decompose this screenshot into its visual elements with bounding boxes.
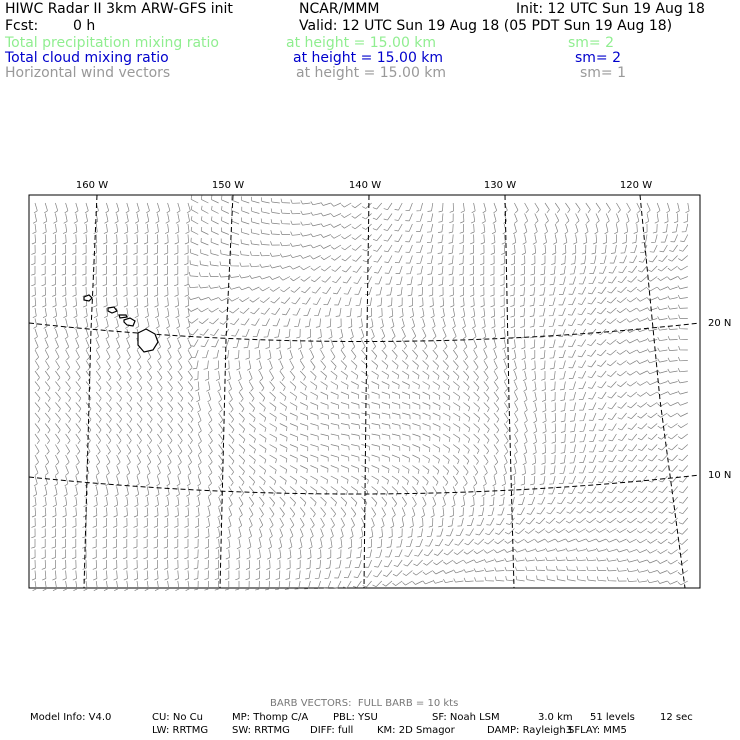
island-kauai: [84, 295, 92, 301]
island-maui: [124, 318, 135, 326]
center-label: NCAR/MMM: [299, 1, 380, 17]
eddy-coefficient: KM: 2D Smagor: [377, 725, 455, 736]
field-precip-height: at height = 15.00 km: [286, 35, 437, 51]
wind-barbs: [31, 195, 689, 590]
lat-label-10n: 10 N: [708, 470, 732, 481]
vertical-levels: 51 levels: [590, 712, 635, 723]
field-cloud-smooth: sm= 2: [575, 50, 622, 66]
diffusion-option: DIFF: full: [310, 725, 354, 736]
microphysics-scheme: MP: Thomp C/A: [232, 712, 309, 723]
grid-resolution: 3.0 km: [538, 712, 573, 723]
island-hawaii: [138, 329, 158, 352]
map-frame: [29, 195, 700, 588]
wind-barb-field: [31, 195, 689, 590]
model-info: Model Info: V4.0: [30, 712, 112, 723]
field-precip-smooth: sm= 2: [568, 35, 615, 51]
field-wind-height: at height = 15.00 km: [296, 65, 447, 81]
pbl-scheme: PBL: YSU: [333, 712, 378, 723]
init-time: Init: 12 UTC Sun 19 Aug 18: [516, 1, 705, 17]
lon-label-130w: 130 W: [483, 180, 517, 191]
cumulus-scheme: CU: No Cu: [152, 712, 203, 723]
forecast-hour: 0 h: [73, 18, 96, 34]
hawaii-islands: [84, 295, 158, 352]
lat-label-20n: 20 N: [708, 318, 732, 329]
damping-option: DAMP: Rayleigh3: [487, 725, 573, 736]
shortwave-scheme: SW: RRTMG: [232, 725, 290, 736]
forecast-label: Fcst:: [5, 18, 39, 34]
plot-title: HIWC Radar II 3km ARW-GFS init: [5, 1, 233, 17]
field-cloud-name: Total cloud mixing ratio: [5, 50, 169, 66]
barb-note: BARB VECTORS: FULL BARB = 10 kts: [270, 698, 459, 709]
surface-scheme: SF: Noah LSM: [432, 712, 500, 723]
lon-label-160w: 160 W: [75, 180, 109, 191]
island-oahu: [108, 307, 117, 313]
field-wind-name: Horizontal wind vectors: [5, 65, 171, 81]
lon-label-150w: 150 W: [211, 180, 245, 191]
surface-layer-scheme: SFLAY: MM5: [568, 725, 627, 736]
meridian-140w: [364, 195, 369, 588]
longwave-scheme: LW: RRTMG: [152, 725, 209, 736]
island-molokai: [119, 315, 127, 318]
valid-time: Valid: 12 UTC Sun 19 Aug 18 (05 PDT Sun 19 Aug 18): [299, 18, 673, 34]
field-wind-smooth: sm= 1: [580, 65, 627, 81]
field-cloud-height: at height = 15.00 km: [293, 50, 444, 66]
field-precip-name: Total precipitation mixing ratio: [5, 35, 219, 51]
lat-lon-grid: [29, 195, 700, 588]
lon-label-120w: 120 W: [619, 180, 653, 191]
time-step: 12 sec: [660, 712, 693, 723]
lon-label-140w: 140 W: [348, 180, 382, 191]
